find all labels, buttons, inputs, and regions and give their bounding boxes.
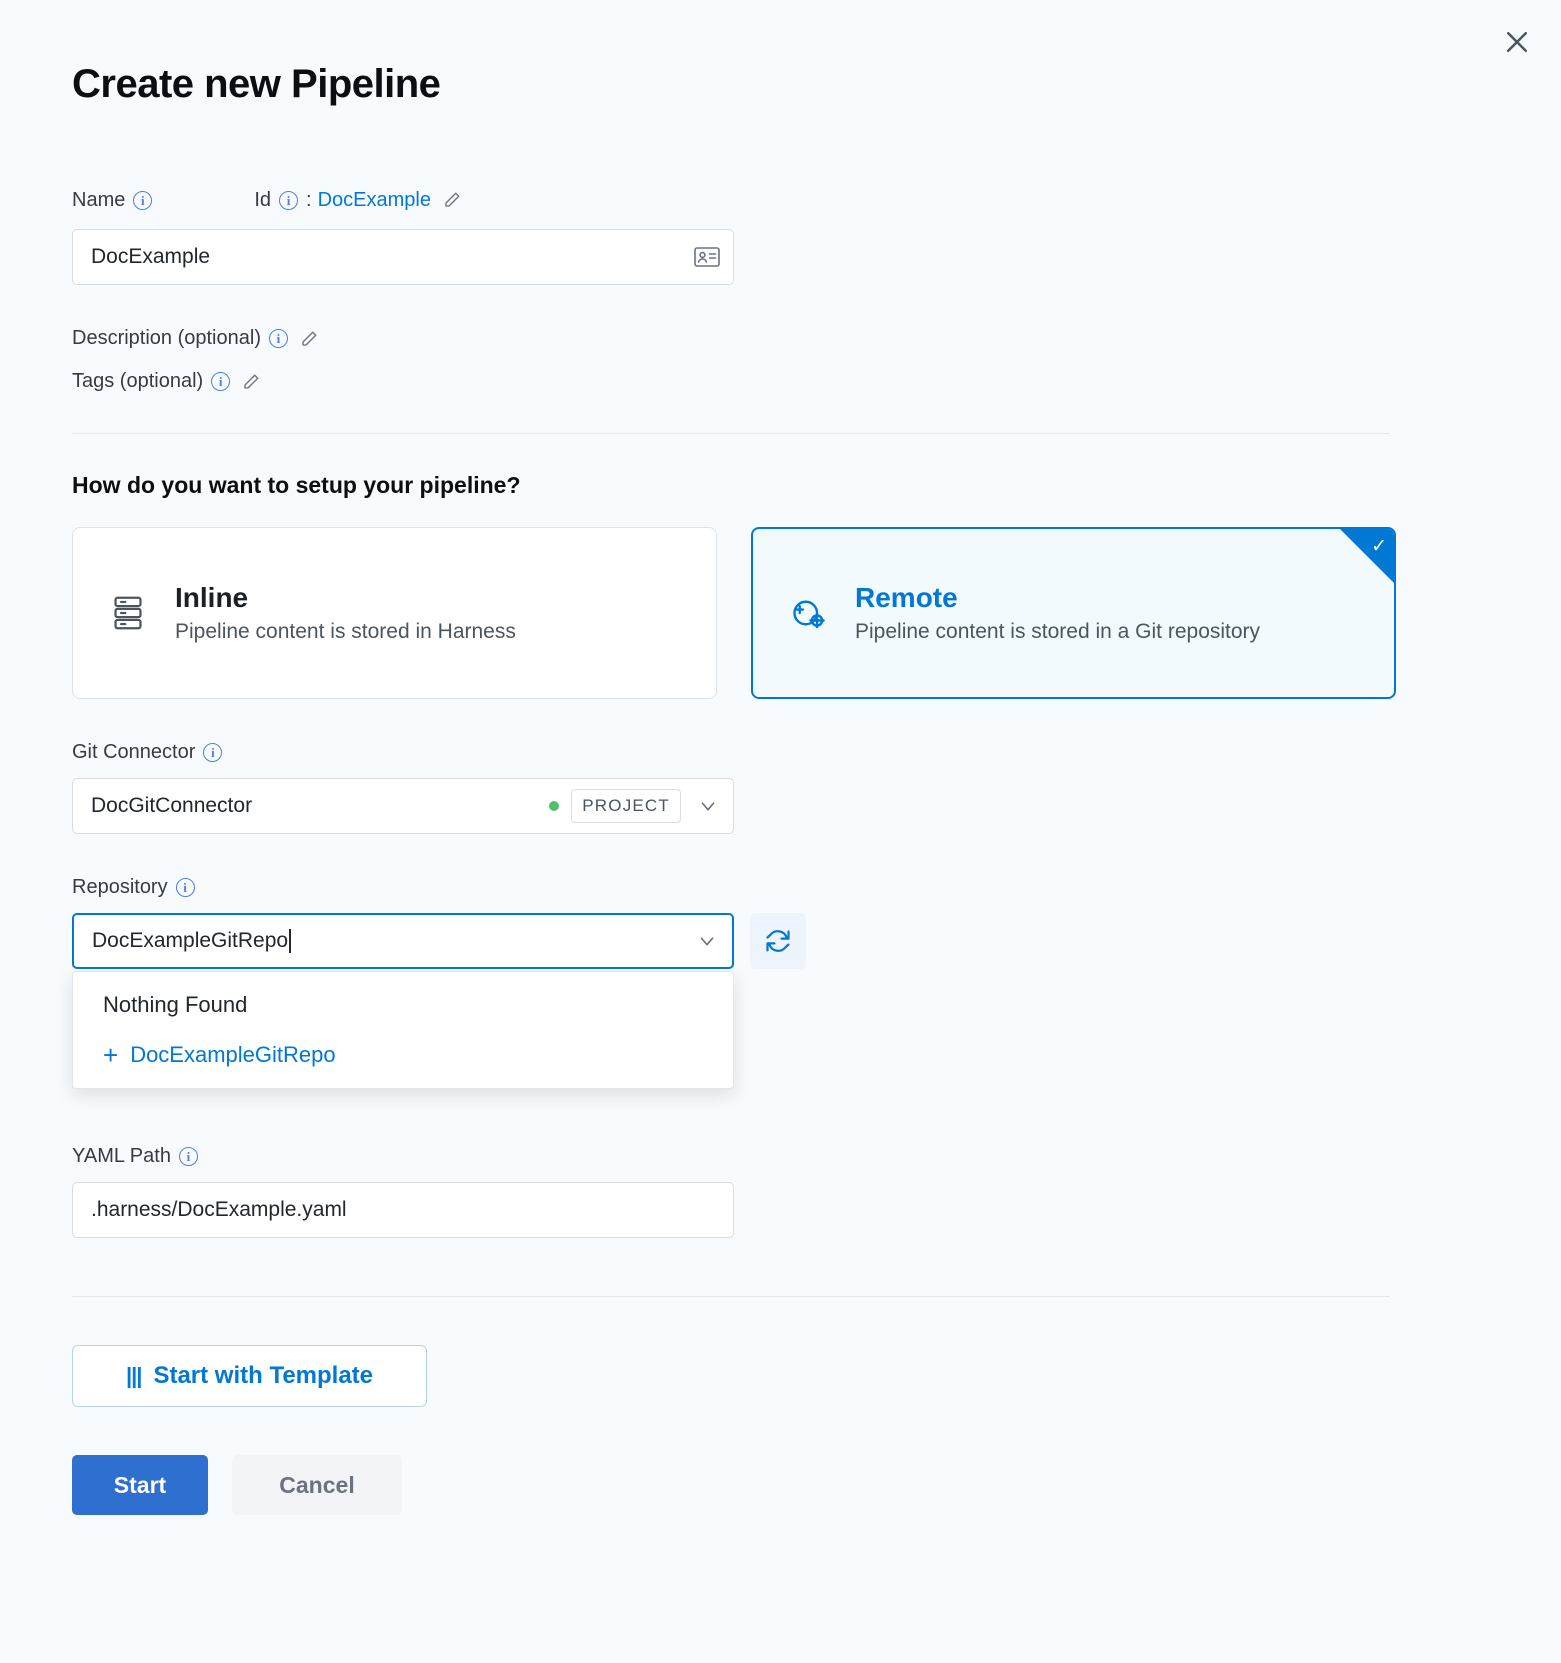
remote-git-icon: [787, 592, 829, 634]
info-icon[interactable]: i: [269, 329, 288, 348]
pipeline-name-input[interactable]: [72, 229, 734, 285]
git-connector-select[interactable]: [72, 778, 734, 834]
dropdown-empty-message: Nothing Found: [103, 992, 248, 1017]
info-icon[interactable]: i: [179, 1147, 198, 1166]
tags-row: [72, 370, 1492, 393]
option-title: Inline: [175, 582, 249, 613]
git-connector-label-row: [72, 741, 1492, 764]
tags-label: Tags (optional): [72, 370, 204, 392]
repository-value: DocExampleGitRepo: [92, 929, 289, 952]
id-label: Id: [254, 188, 272, 211]
id-separator: :: [306, 188, 312, 211]
git-connector-label: Git Connector: [72, 741, 196, 763]
pipeline-id-value: DocExample: [317, 188, 431, 211]
refresh-icon[interactable]: [750, 913, 806, 969]
name-input-wrap: [72, 229, 734, 285]
dialog-footer: [72, 1455, 1492, 1515]
check-icon: ✓: [1371, 536, 1387, 557]
info-icon[interactable]: i: [279, 191, 298, 210]
cancel-button[interactable]: Cancel: [232, 1455, 402, 1515]
dropdown-create-label: DocExampleGitRepo: [130, 1042, 336, 1067]
setup-option-inline[interactable]: [72, 527, 717, 699]
pipeline-id-block: [254, 189, 461, 212]
name-label: Name: [72, 188, 126, 211]
info-icon[interactable]: i: [211, 372, 230, 391]
database-icon: [107, 592, 149, 634]
yaml-path-label-row: [72, 1145, 1492, 1168]
page-title: Create new Pipeline: [72, 62, 441, 106]
info-icon[interactable]: i: [176, 878, 195, 897]
info-icon[interactable]: i: [203, 743, 222, 762]
repository-dropdown: [72, 971, 734, 1089]
connector-scope-tag: PROJECT: [571, 789, 681, 823]
repository-label-row: [72, 876, 1492, 899]
option-subtitle: Pipeline content is stored in a Git repository: [855, 620, 1261, 643]
option-title: Remote: [855, 582, 958, 613]
setup-option-remote[interactable]: [751, 527, 1396, 699]
dialog-content: [72, 185, 1492, 1515]
text-cursor: [289, 929, 291, 953]
repository-input[interactable]: [72, 913, 734, 969]
yaml-path-label: YAML Path: [72, 1145, 171, 1167]
chevron-down-icon[interactable]: [696, 930, 718, 952]
git-connector-value: DocGitConnector: [91, 794, 253, 817]
name-label-row: [72, 185, 1492, 215]
start-with-template-label: Start with Template: [153, 1362, 374, 1389]
setup-question: How do you want to setup your pipeline?: [72, 472, 521, 498]
chevron-down-icon[interactable]: [697, 795, 719, 817]
pencil-icon[interactable]: [300, 330, 318, 348]
description-label: Description (optional): [72, 327, 261, 349]
start-with-template-button[interactable]: [72, 1345, 427, 1407]
template-icon: |||: [125, 1363, 142, 1388]
divider: [72, 433, 1390, 434]
info-icon[interactable]: i: [133, 191, 152, 210]
repository-label: Repository: [72, 876, 168, 898]
pencil-icon[interactable]: [443, 191, 461, 209]
dropdown-create-option[interactable]: [73, 1028, 733, 1082]
plus-icon: +: [103, 1040, 119, 1070]
option-subtitle: Pipeline content is stored in Harness: [175, 620, 516, 643]
description-row: [72, 327, 1492, 350]
repository-row: [72, 899, 1492, 1070]
divider: [72, 1296, 1390, 1297]
setup-options: [72, 527, 1492, 699]
close-icon[interactable]: [1495, 20, 1539, 64]
pencil-icon[interactable]: [242, 373, 260, 391]
identification-card-icon[interactable]: [694, 246, 720, 268]
start-button[interactable]: Start: [72, 1455, 208, 1515]
connector-status-dot: [549, 801, 559, 811]
yaml-path-input-wrap: [72, 1182, 734, 1238]
yaml-path-input[interactable]: [72, 1182, 734, 1238]
